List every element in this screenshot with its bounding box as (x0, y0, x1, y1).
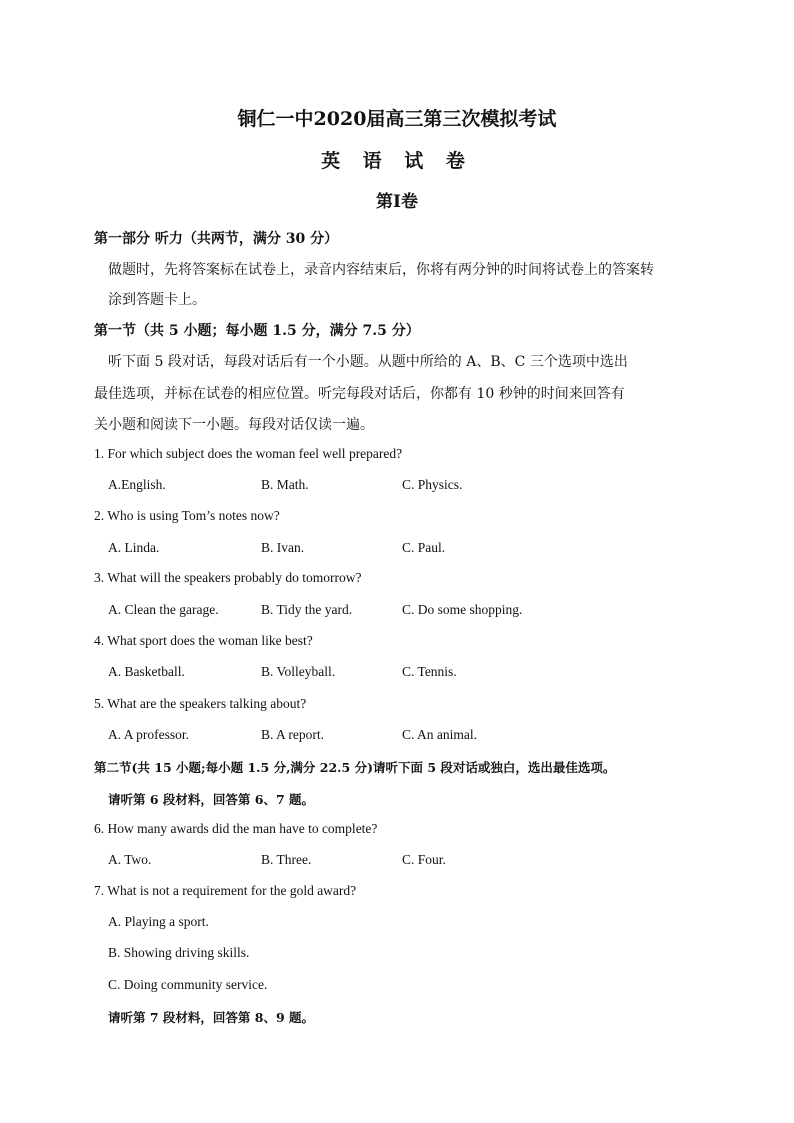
section2-group-7-instruction: 请听第 7 段材料，回答第 8、9 题。 (108, 1010, 315, 1025)
part1-heading: 第一部分 听力（共两节，满分 30 分） (94, 231, 339, 247)
part1-instruction-line2: 涂到答题卡上。 (108, 292, 206, 308)
q7-option-b: B. Showing driving skills. (108, 945, 250, 960)
exam-volume: 第Ⅰ卷 (376, 192, 418, 212)
section2-group-6-instruction: 请听第 6 段材料，回答第 6、7 题。 (108, 792, 315, 807)
question-3: 3. What will the speakers probably do tomorrow? (94, 570, 362, 585)
q2-option-b: B. Ivan. (261, 540, 305, 555)
q1-option-c: C. Physics. (402, 477, 463, 492)
q4-option-a: A. Basketball. (108, 664, 185, 679)
q7-option-a: A. Playing a sport. (108, 914, 209, 929)
q3-option-a: A. Clean the garage. (108, 602, 219, 617)
q3-option-c: C. Do some shopping. (402, 602, 523, 617)
q1-option-a: A.English. (108, 477, 166, 492)
question-6: 6. How many awards did the man have to complete? (94, 821, 378, 836)
q5-option-a: A. A professor. (108, 727, 189, 742)
q4-option-b: B. Volleyball. (261, 664, 336, 679)
q2-option-c: C. Paul. (402, 540, 446, 555)
exam-title: 铜仁一中2020届高三第三次模拟考试 (237, 108, 557, 130)
section1-instruction-line2: 最佳选项，并标在试卷的相应位置。听完每段对话后，你都有 10 秒钟的时间来回答有 (94, 386, 625, 402)
question-1: 1. For which subject does the woman feel well prepared? (94, 446, 403, 461)
question-5: 5. What are the speakers talking about? (94, 696, 307, 711)
q6-option-b: B. Three. (261, 852, 312, 867)
q6-option-c: C. Four. (402, 852, 446, 867)
q4-option-c: C. Tennis. (402, 664, 457, 679)
question-2: 2. Who is using Tom’s notes now? (94, 508, 280, 523)
section1-instruction-line3: 关小题和阅读下一小题。每段对话仅读一遍。 (94, 417, 374, 433)
section2-heading: 第二节(共 15 小题;每小题 1.5 分,满分 22.5 分)请听下面 5 段对话或独白，选出最佳选项。 (94, 760, 616, 775)
q2-option-a: A. Linda. (108, 540, 160, 555)
q3-option-b: B. Tidy the yard. (261, 602, 353, 617)
part1-instruction-line1: 做题时，先将答案标在试卷上，录音内容结束后，你将有两分钟的时间将试卷上的答案转 (108, 262, 654, 278)
q5-option-c: C. An animal. (402, 727, 477, 742)
q1-option-b: B. Math. (261, 477, 309, 492)
question-4: 4. What sport does the woman like best? (94, 633, 313, 648)
section1-heading: 第一节（共 5 小题；每小题 1.5 分，满分 7.5 分） (94, 323, 420, 339)
exam-subject: 英 语 试 卷 (321, 150, 473, 172)
question-7: 7. What is not a requirement for the gold award? (94, 883, 357, 898)
q6-option-a: A. Two. (108, 852, 152, 867)
section1-instruction-line1: 听下面 5 段对话，每段对话后有一个小题。从题中所给的 A、B、C 三个选项中选出 (108, 354, 628, 370)
q7-option-c: C. Doing community service. (108, 977, 268, 992)
q5-option-b: B. A report. (261, 727, 324, 742)
